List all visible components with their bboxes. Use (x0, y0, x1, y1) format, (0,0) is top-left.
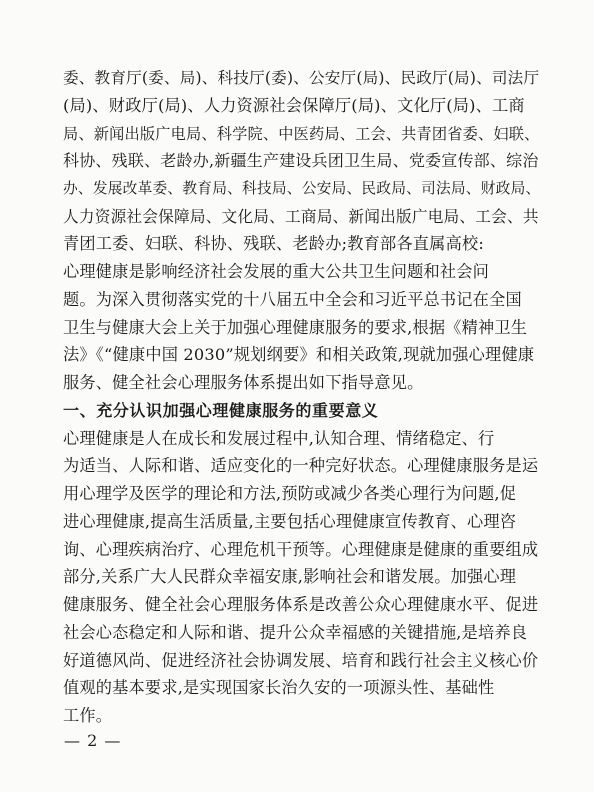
section-paragraph-line: 进心理健康,提高生活质量,主要包括心理健康宣传教育、心理咨 (63, 511, 517, 531)
recipients-line: 青团工委、妇联、科协、残联、老龄办;教育部各直属高校: (63, 234, 484, 254)
section-paragraph-line: 健康服务、健全社会心理服务体系是改善公众心理健康水平、促进 (63, 595, 539, 614)
recipients-line: (局)、财政厅(局)、人力资源社会保障厅(局)、文化厅(局)、工商 (63, 95, 525, 115)
section-paragraph-line: 工作。 (63, 706, 113, 725)
recipients-line: 委、教育厅(委、局)、科技厅(委)、公安厅(局)、民政厅(局)、司法厅 (63, 69, 540, 87)
intro-paragraph-line: 卫生与健康大会上关于加强心理健康服务的要求,根据《精神卫生 (63, 317, 528, 337)
section-paragraph-line: 值观的基本要求,是实现国家长治久安的一项源头性、基础性 (63, 678, 495, 698)
page-number: — 2 — (64, 731, 122, 750)
section-paragraph-line: 为适当、人际和谐、适应变化的一种完好状态。心理健康服务是运 (63, 456, 539, 476)
section-paragraph-line: 用心理学及医学的理论和方法,预防或减少各类心理行为问题,促 (63, 484, 517, 504)
section-heading: 一、充分认识加强心理健康服务的重要意义 (63, 400, 379, 420)
section-paragraph-line: 部分,关系广大人民群众幸福安康,影响社会和谐发展。加强心理 (63, 567, 517, 587)
intro-paragraph-line: 题。为深入贯彻落实党的十八届五中全会和习近平总书记在全国 (63, 289, 522, 309)
section-paragraph-line: 心理健康是人在成长和发展过程中,认知合理、情绪稳定、行 (63, 428, 495, 448)
recipients-line: 人力资源社会保障局、文化局、工商局、新闻出版广电局、工会、共 (63, 206, 539, 226)
recipients-line: 办、发展改革委、教育局、科技局、公安局、民政局、司法局、财政局、 (63, 180, 541, 197)
intro-paragraph-line: 服务、健全社会心理服务体系提出如下指导意见。 (63, 373, 424, 393)
section-paragraph-line: 好道德风尚、促进经济社会协调发展、培育和践行社会主义核心价 (63, 650, 539, 670)
section-paragraph-line: 询、心理疾病治疗、心理危机干预等。心理健康是健康的重要组成 (63, 539, 539, 559)
intro-paragraph-line: 法》《“健康中国 2030”规划纲要》和相关政策,现就加强心理健康 (63, 345, 535, 365)
recipients-line: 科协、残联、老龄办,新疆生产建设兵团卫生局、党委宣传部、综治 (63, 151, 539, 171)
intro-paragraph-line: 心理健康是影响经济社会发展的重大公共卫生问题和社会问 (63, 262, 490, 282)
section-paragraph-line: 社会心态稳定和人际和谐、提升公众幸福感的关键措施,是培养良 (63, 622, 528, 642)
recipients-line: 局、新闻出版广电局、科学院、中医药局、工会、共青团省委、妇联、 (63, 124, 540, 143)
